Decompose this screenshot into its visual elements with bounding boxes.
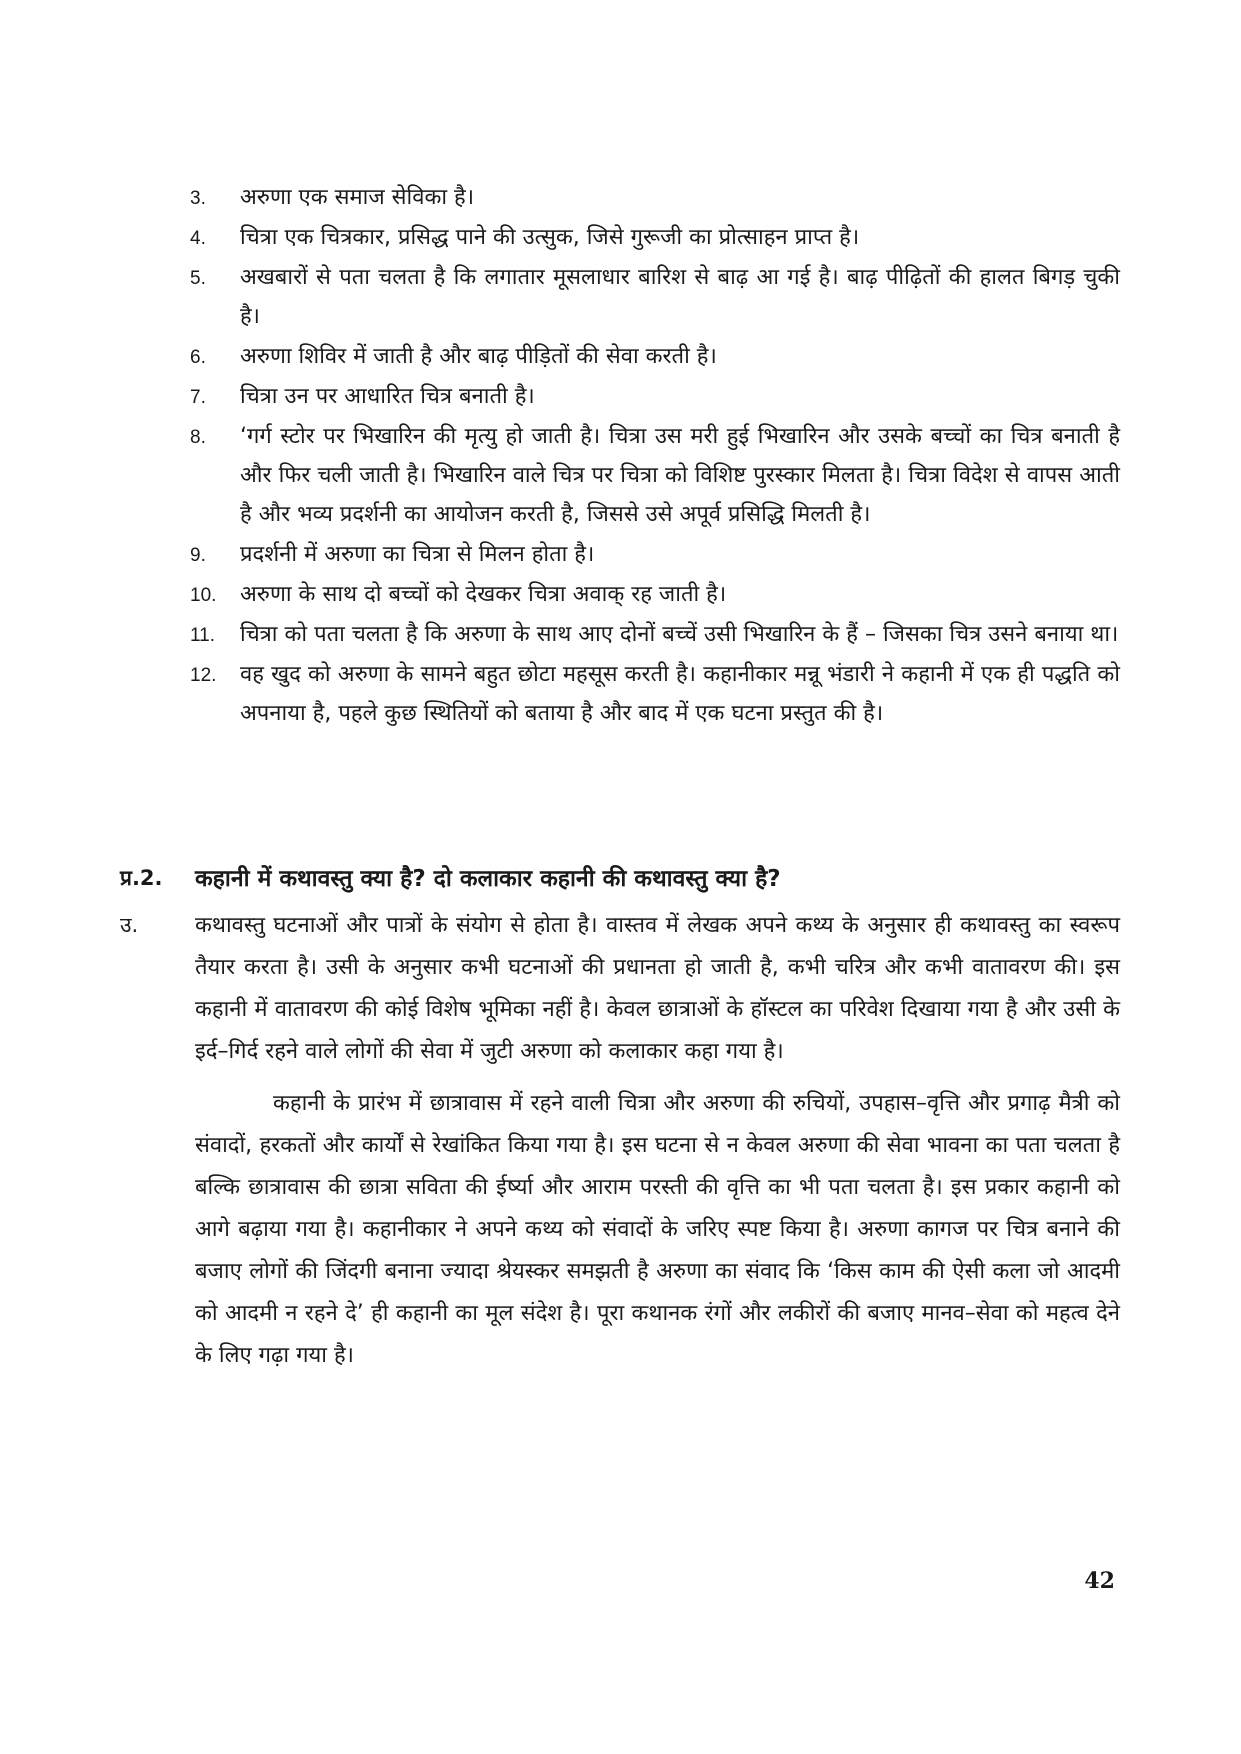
list-item-number: 7. xyxy=(190,387,206,408)
list-item-text: प्रदर्शनी में अरुणा का चित्रा से मिलन होता है। xyxy=(240,542,595,567)
list-item-number: 12. xyxy=(190,665,217,686)
answer-paragraph: कहानी के प्रारंभ में छात्रावास में रहने वाली चित्रा और अरुणा की रुचियों, उपहास–वृत्ति और प्रगाढ़ मैत्री को संवादों, हरकतों और कार्यों से रेखांकित किया गया है। इस घटना से न केवल अरुणा की सेवा भावना का पता चलता है बल्कि छात्रावास की छात्रा सविता की ईर्ष्या और आराम परस्ती की वृत्ति का भी पता चलता है। इस प्रकार कहानी को आगे बढ़ाया गया है। कहानीकार ने अपने कथ्य को संवादों के जरिए स्पष्ट किया है। अरुणा कागज पर चित्र बनाने की बजाए लोगों की जिंदगी बनाना ज्यादा श्रेयस्कर समझती है अरुणा का संवाद कि ‘किस काम की ऐसी कला जो आदमी को आदमी न रहने दे’ ही कहानी का मूल संदेश है। पूरा कथानक रंगों और लकीरों की बजाए मानव–सेवा को महत्व देने के लिए गढ़ा गया है। xyxy=(195,1091,1120,1368)
list-item xyxy=(190,258,1120,336)
list-item xyxy=(190,337,1120,376)
list-item-text: चित्रा एक चित्रकार, प्रसिद्ध पाने की उत्सुक, जिसे गुरूजी का प्रोत्साहन प्राप्त है। xyxy=(240,225,860,250)
list-item-number: 5. xyxy=(190,268,206,289)
answer-body xyxy=(195,905,1120,1377)
question-text: कहानी में कथावस्तु क्या है? दो कलाकार कहानी की कथावस्तु क्या है? xyxy=(195,866,781,892)
question-block xyxy=(120,858,1120,900)
list-item xyxy=(190,417,1120,534)
list-item-number: 6. xyxy=(190,347,206,368)
list-item-text: अरुणा के साथ दो बच्चों को देखकर चित्रा अवाक् रह जाती है। xyxy=(240,582,727,607)
list-item-text: चित्रा को पता चलता है कि अरुणा के साथ आए दोनों बच्चें उसी भिखारिन के हैं – जिसका चित्र उसने बनाया था। xyxy=(240,622,1119,647)
question-label: प्र.2. xyxy=(120,866,163,890)
answer-block xyxy=(120,905,1120,1377)
list-item xyxy=(190,535,1120,574)
list-item-number: 3. xyxy=(190,188,206,209)
list-item-text: अरुणा एक समाज सेविका है। xyxy=(240,185,475,210)
list-item xyxy=(190,377,1120,416)
list-item xyxy=(190,615,1120,654)
list-item-text: ‘गर्ग स्टोर पर भिखारिन की मृत्यु हो जाती है। चित्रा उस मरी हुई भिखारिन और उसके बच्चों का चित्र बनाती है और फिर चली जाती है। भिखारिन वाले चित्र पर चित्रा को विशिष्ट पुरस्कार मिलता है। चित्रा विदेश से वापस आती है और भव्य प्रदर्शनी का आयोजन करती है, जिससे उसे अपूर्व प्रसिद्धि मिलती है। xyxy=(240,424,1120,527)
numbered-list xyxy=(190,178,1120,734)
list-item xyxy=(190,218,1120,257)
list-item-text: अखबारों से पता चलता है कि लगातार मूसलाधार बारिश से बाढ़ आ गई है। बाढ़ पीढ़ितों की हालत बिगड़ चुकी है। xyxy=(240,265,1120,329)
answer-label: उ. xyxy=(120,913,139,937)
list-item xyxy=(190,575,1120,614)
list-item-text: वह खुद को अरुणा के सामने बहुत छोटा महसूस करती है। कहानीकार मन्नू भंडारी ने कहानी में एक ही पद्धति को अपनाया है, पहले कुछ स्थितियों को बताया है और बाद में एक घटना प्रस्तुत की है। xyxy=(240,662,1120,726)
page-number: 42 xyxy=(1084,1568,1115,1594)
list-item-text: अरुणा शिविर में जाती है और बाढ़ पीड़ितों की सेवा करती है। xyxy=(240,344,717,369)
answer-paragraph: कथावस्तु घटनाओं और पात्रों के संयोग से होता है। वास्तव में लेखक अपने कथ्य के अनुसार ही कथावस्तु का स्वरूप तैयार करता है। उसी के अनुसार कभी घटनाओं की प्रधानता हो जाती है, कभी चरित्र और कभी वातावरण की। इस कहानी में वातावरण की कोई विशेष भूमिका नहीं है। केवल छात्राओं के हॉस्टल का परिवेश दिखाया गया है और उसी के इर्द–गिर्द रहने वाले लोगों की सेवा में जुटी अरुणा को कलाकार कहा गया है। xyxy=(195,913,1120,1064)
list-item-number: 10. xyxy=(190,585,217,606)
list-item-number: 4. xyxy=(190,228,206,249)
list-item xyxy=(190,655,1120,733)
list-item-number: 8. xyxy=(190,427,206,448)
list-item-number: 11. xyxy=(190,625,216,646)
list-item-number: 9. xyxy=(190,545,206,566)
list-item xyxy=(190,178,1120,217)
list-item-text: चित्रा उन पर आधारित चित्र बनाती है। xyxy=(240,384,535,409)
